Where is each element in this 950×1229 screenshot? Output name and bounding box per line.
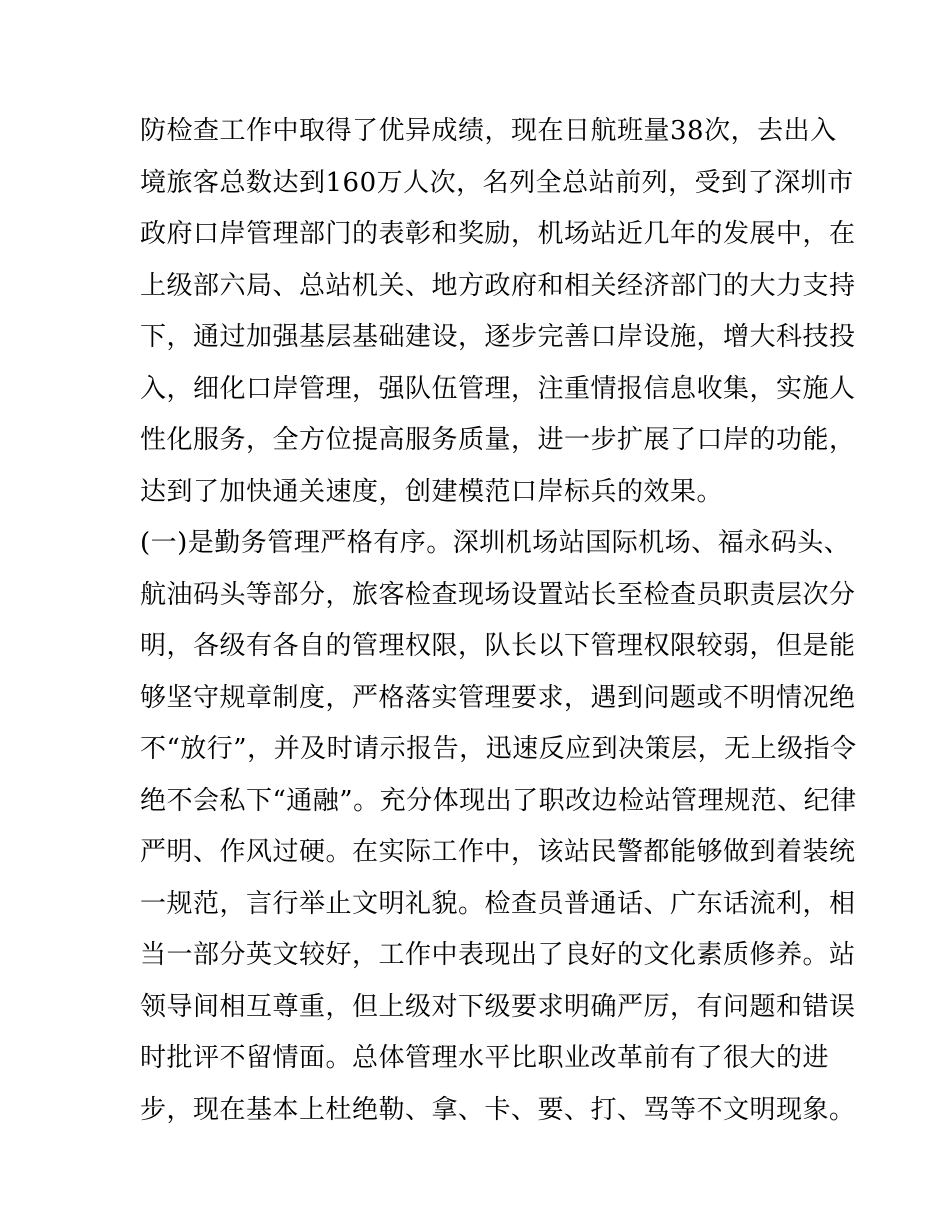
text-line: 政府口岸管理部门的表彰和奖励，机场站近几年的发展中，在 bbox=[140, 219, 856, 249]
text-line: 境旅客总数达到160万人次，名列全总站前列，受到了深圳市 bbox=[140, 167, 854, 198]
text-line: 领导间相互尊重，但上级对下级要求明确严厉，有问题和错误 bbox=[140, 991, 856, 1022]
body-text bbox=[140, 106, 857, 1136]
text-line: 性化服务，全方位提高服务质量，进一步扩展了口岸的功能， bbox=[140, 425, 856, 455]
text-line: 防检查工作中取得了优异成绩，现在日航班量38次，去出入 bbox=[140, 116, 837, 146]
text-line: (一)是勤务管理严格有序。深圳机场站国际机场、福永码头、 bbox=[140, 528, 851, 558]
text-line: 时批评不留情面。总体管理水平比职业改革前有了很大的进 bbox=[140, 1043, 830, 1073]
text-line: 步，现在基本上杜绝勒、拿、卡、要、打、骂等不文明现象。 bbox=[140, 1094, 856, 1125]
text-line: 明，各级有各自的管理权限，队长以下管理权限较弱，但是能 bbox=[140, 631, 856, 661]
text-line: 航油码头等部分，旅客检查现场设置站长至检查员职责层次分 bbox=[140, 579, 856, 610]
text-line: 一规范，言行举止文明礼貌。检查员普通话、广东话流利，相 bbox=[140, 888, 856, 919]
text-line: 严明、作风过硬。在实际工作中，该站民警都能够做到着装统 bbox=[140, 837, 856, 867]
text-line: 上级部六局、总站机关、地方政府和相关经济部门的大力支持 bbox=[140, 270, 856, 301]
text-line: 不“放行”，并及时请示报告，迅速反应到决策层，无上级指令 bbox=[140, 734, 857, 764]
text-line: 绝不会私下“通融”。充分体现出了职改边检站管理规范、纪律 bbox=[140, 785, 857, 816]
text-line: 下，通过加强基层基础建设，逐步完善口岸设施，增大科技投 bbox=[140, 322, 856, 352]
text-line: 当一部分英文较好，工作中表现出了良好的文化素质修养。站 bbox=[140, 940, 856, 970]
text-line: 达到了加快通关速度，创建模范口岸标兵的效果。 bbox=[140, 476, 724, 507]
text-line: 够坚守规章制度，严格落实管理要求，遇到问题或不明情况绝 bbox=[140, 682, 856, 713]
text-line: 入，细化口岸管理，强队伍管理，注重情报信息收集，实施人 bbox=[140, 373, 856, 404]
